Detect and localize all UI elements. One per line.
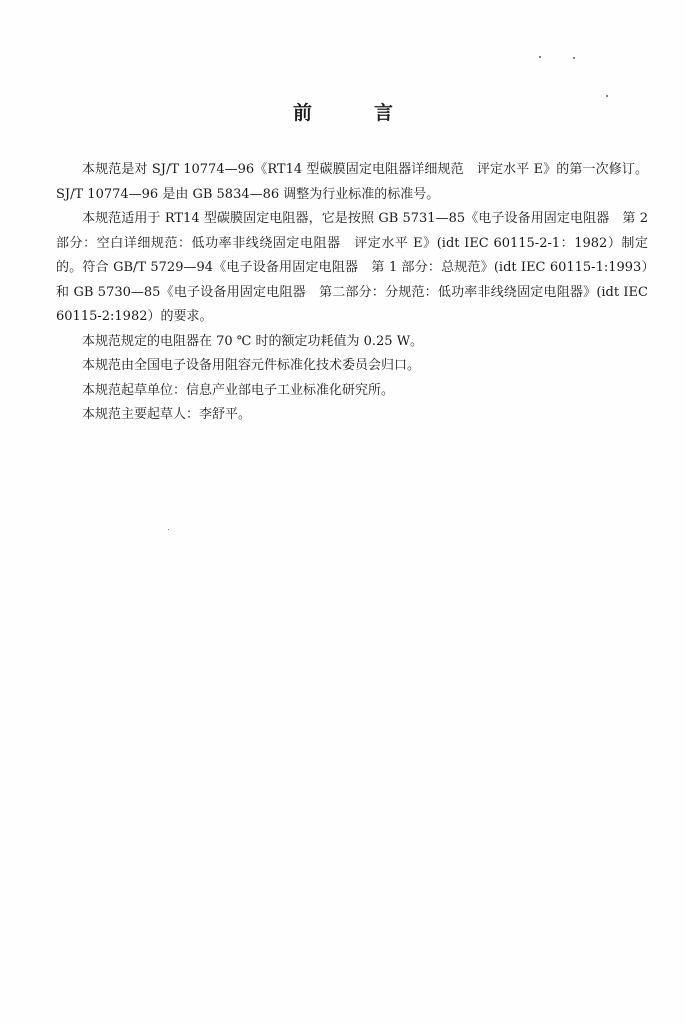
scan-speck [606,95,608,97]
paragraph-drafter: 本规范主要起草人：李舒平。 [82,407,252,422]
scan-speck [573,57,575,59]
scan-speck [168,529,169,530]
title-char-1: 前 [292,102,312,124]
paragraph-committee: 本规范由全国电子设备用阻容元件标准化技术委员会归口。 [82,358,421,373]
paragraph-rated-power: 本规范规定的电阻器在 70 ℃ 时的额定功耗值为 0.25 W。 [82,333,424,349]
page-title [0,98,686,125]
scan-speck [539,56,541,58]
title-char-2: 言 [374,102,394,124]
foreword-body [56,158,648,428]
paragraph-scope: 本规范适用于 RT14 型碳膜固定电阻器，它是按照 GB 5731—85《电子设备用固定电阻器 第 2 部分：空白详细规范：低功率非线绕固定电阻器 评定水平 E》(idt IEC 60115-2-1：1982）制定的。符合 GB/T 5729—94《电子设备用固定电阻器 第 1 部分：总规范》(idt IEC 60115-1:1993）和 GB 5730—85《电子设备用固定电阻器 第二部分：分规范：低功率非线绕固定电阻器》(idt IEC 60115-2:1982）的要求。 [56,211,648,324]
paragraph-revision: 本规范是对 SJ/T 10774—96《RT14 型碳膜固定电阻器详细规范 评定水平 E》的第一次修订。SJ/T 10774—96 是由 GB 5834—86 调整为行业标准的标准号。 [56,162,648,202]
paragraph-drafting-unit: 本规范起草单位：信息产业部电子工业标准化研究所。 [82,382,395,398]
